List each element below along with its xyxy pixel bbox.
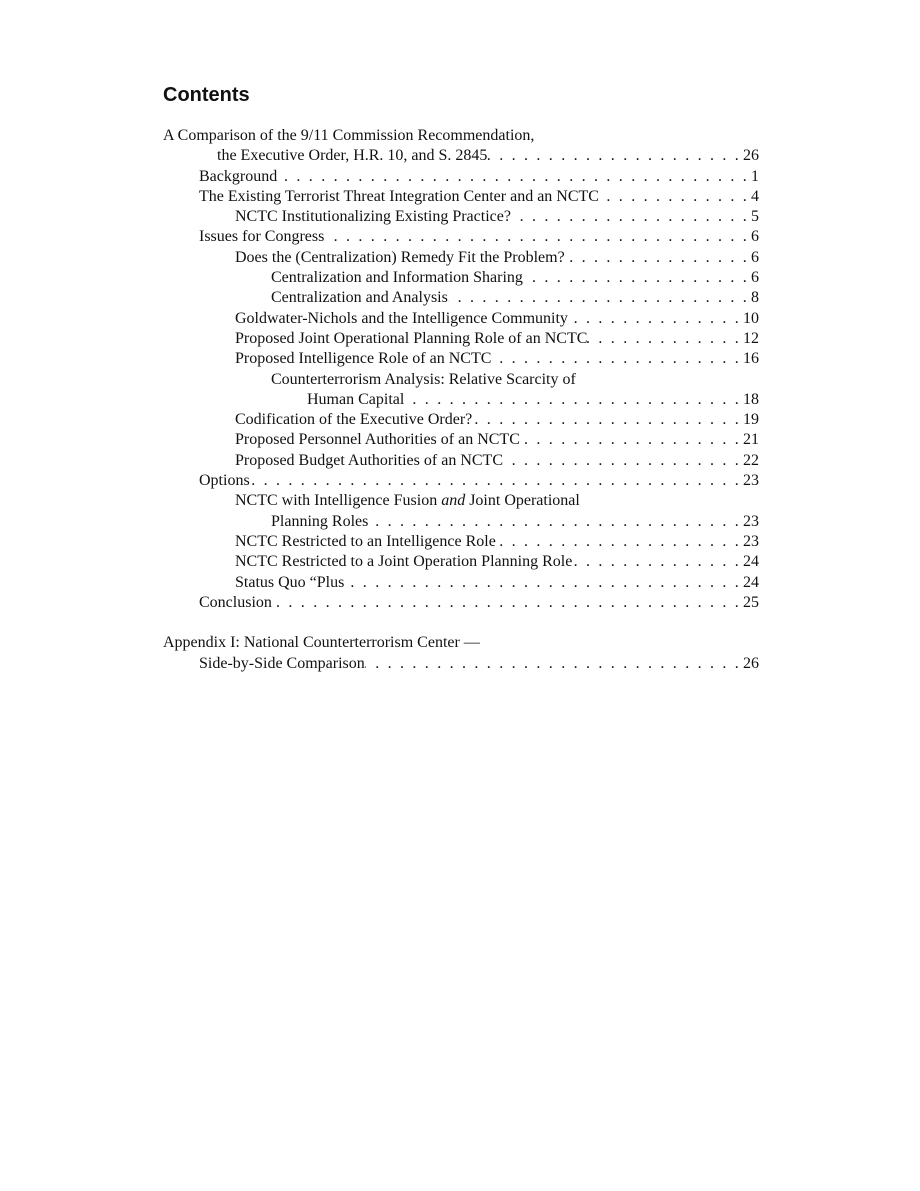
toc-page-number: 26 <box>743 654 759 672</box>
toc-entry-title: Human Capital <box>307 390 405 408</box>
dot-leader <box>587 329 743 349</box>
toc-entry[interactable] <box>163 187 759 207</box>
toc-entry <box>163 370 759 390</box>
toc-entry-title: The Existing Terrorist Threat Integration Center and an NCTC <box>199 187 599 205</box>
toc-entry[interactable] <box>163 430 759 450</box>
toc-entry[interactable] <box>163 573 759 593</box>
toc-entry[interactable] <box>163 532 759 552</box>
toc-entry[interactable] <box>163 471 759 491</box>
toc-page-number: 6 <box>751 228 759 246</box>
toc-entry-title: Appendix I: National Counterterrorism Center — <box>163 634 480 652</box>
toc-entry-title: Conclusion <box>199 593 272 611</box>
toc-entry-title: the Executive Order, H.R. 10, and S. 2845 <box>217 147 488 165</box>
dot-leader <box>491 349 743 369</box>
toc-page-number: 6 <box>751 248 759 266</box>
toc-entry-title: Goldwater-Nichols and the Intelligence Community <box>235 309 568 327</box>
toc-page-number: 24 <box>743 573 759 591</box>
toc-entry-title: NCTC with Intelligence Fusion and Joint Operational <box>235 492 580 510</box>
toc-entry-title: Centralization and Information Sharing <box>271 269 523 287</box>
dot-leader <box>365 654 743 674</box>
toc-entry[interactable] <box>163 349 759 369</box>
dot-leader <box>520 430 743 450</box>
dot-leader <box>324 227 751 247</box>
dot-leader <box>250 471 743 491</box>
toc-entry[interactable] <box>163 512 759 532</box>
toc-page-number: 23 <box>743 472 759 490</box>
toc-entry-title: Proposed Budget Authorities of an NCTC <box>235 451 503 469</box>
toc-page-number: 21 <box>743 431 759 449</box>
toc-entry-title: Options <box>199 472 250 490</box>
table-of-contents <box>163 126 759 674</box>
toc-entry-title: NCTC Restricted to an Intelligence Role <box>235 532 496 550</box>
toc-page-number: 23 <box>743 512 759 530</box>
dot-leader <box>472 410 743 430</box>
toc-page-number: 4 <box>751 187 759 205</box>
toc-entry-title: A Comparison of the 9/11 Commission Recommendation, <box>163 127 535 144</box>
dot-leader <box>568 309 743 329</box>
toc-entry[interactable] <box>163 593 759 613</box>
toc-page-number: 26 <box>743 147 759 165</box>
toc-page-number: 1 <box>751 167 759 185</box>
toc-entry-title: Counterterrorism Analysis: Relative Scarcity of <box>271 370 576 388</box>
toc-entry-title: Issues for Congress <box>199 228 325 246</box>
dot-leader <box>368 512 743 532</box>
dot-leader <box>503 451 743 471</box>
dot-leader <box>511 207 751 227</box>
toc-entry[interactable] <box>163 146 759 166</box>
toc-entry-title: Background <box>199 167 278 185</box>
toc-entry-title: Side-by-Side Comparison <box>199 654 365 672</box>
toc-page-number: 6 <box>751 269 759 287</box>
toc-entry[interactable] <box>163 207 759 227</box>
toc-entry[interactable] <box>163 390 759 410</box>
toc-page-number: 8 <box>751 289 759 307</box>
toc-entry[interactable] <box>163 309 759 329</box>
toc-entry[interactable] <box>163 167 759 187</box>
toc-entry-title: Does the (Centralization) Remedy Fit the Problem? <box>235 248 565 266</box>
dot-leader <box>599 187 751 207</box>
toc-entry <box>163 633 759 653</box>
dot-leader <box>277 167 751 187</box>
toc-entry[interactable] <box>163 410 759 430</box>
toc-page-number: 22 <box>743 451 759 469</box>
toc-page-number: 5 <box>751 208 759 226</box>
toc-page-number: 25 <box>743 593 759 611</box>
emphasis: and <box>441 492 466 510</box>
dot-leader <box>523 268 751 288</box>
toc-entry-title: Codification of the Executive Order? <box>235 411 473 429</box>
toc-page-number: 18 <box>743 390 759 408</box>
dot-leader <box>572 552 743 572</box>
toc-entry[interactable] <box>163 329 759 349</box>
toc-entry[interactable] <box>163 451 759 471</box>
toc-entry-title: Proposed Personnel Authorities of an NCTC <box>235 431 520 449</box>
dot-leader <box>565 248 751 268</box>
toc-page-number: 23 <box>743 532 759 550</box>
dot-leader <box>404 390 743 410</box>
toc-entry <box>163 126 759 146</box>
toc-entry-title: NCTC Restricted to a Joint Operation Planning Role <box>235 553 573 571</box>
toc-entry-title: Status Quo “Plus <box>235 573 345 591</box>
toc-page-number: 10 <box>743 309 759 327</box>
page-title: Contents <box>163 84 250 106</box>
toc-page-number: 19 <box>743 411 759 429</box>
toc-page-number: 24 <box>743 553 759 571</box>
toc-entry[interactable] <box>163 268 759 288</box>
dot-leader <box>272 593 743 613</box>
toc-entry[interactable] <box>163 227 759 247</box>
toc-entry-title: Centralization and Analysis <box>271 289 448 307</box>
toc-page-number: 16 <box>743 350 759 368</box>
dot-leader <box>344 573 743 593</box>
toc-entry-title: Proposed Joint Operational Planning Role of an NCTC <box>235 329 588 347</box>
dot-leader <box>448 288 751 308</box>
toc-entry-title: NCTC Institutionalizing Existing Practice? <box>235 208 511 226</box>
toc-entry[interactable] <box>163 288 759 308</box>
toc-entry <box>163 491 759 511</box>
toc-entry-title: Planning Roles <box>271 512 369 530</box>
toc-page-number: 12 <box>743 329 759 347</box>
toc-entry-title: Proposed Intelligence Role of an NCTC <box>235 350 492 368</box>
toc-entry[interactable] <box>163 552 759 572</box>
dot-leader <box>496 532 743 552</box>
toc-entry[interactable] <box>163 248 759 268</box>
toc-entry[interactable] <box>163 654 759 674</box>
dot-leader <box>487 146 743 166</box>
